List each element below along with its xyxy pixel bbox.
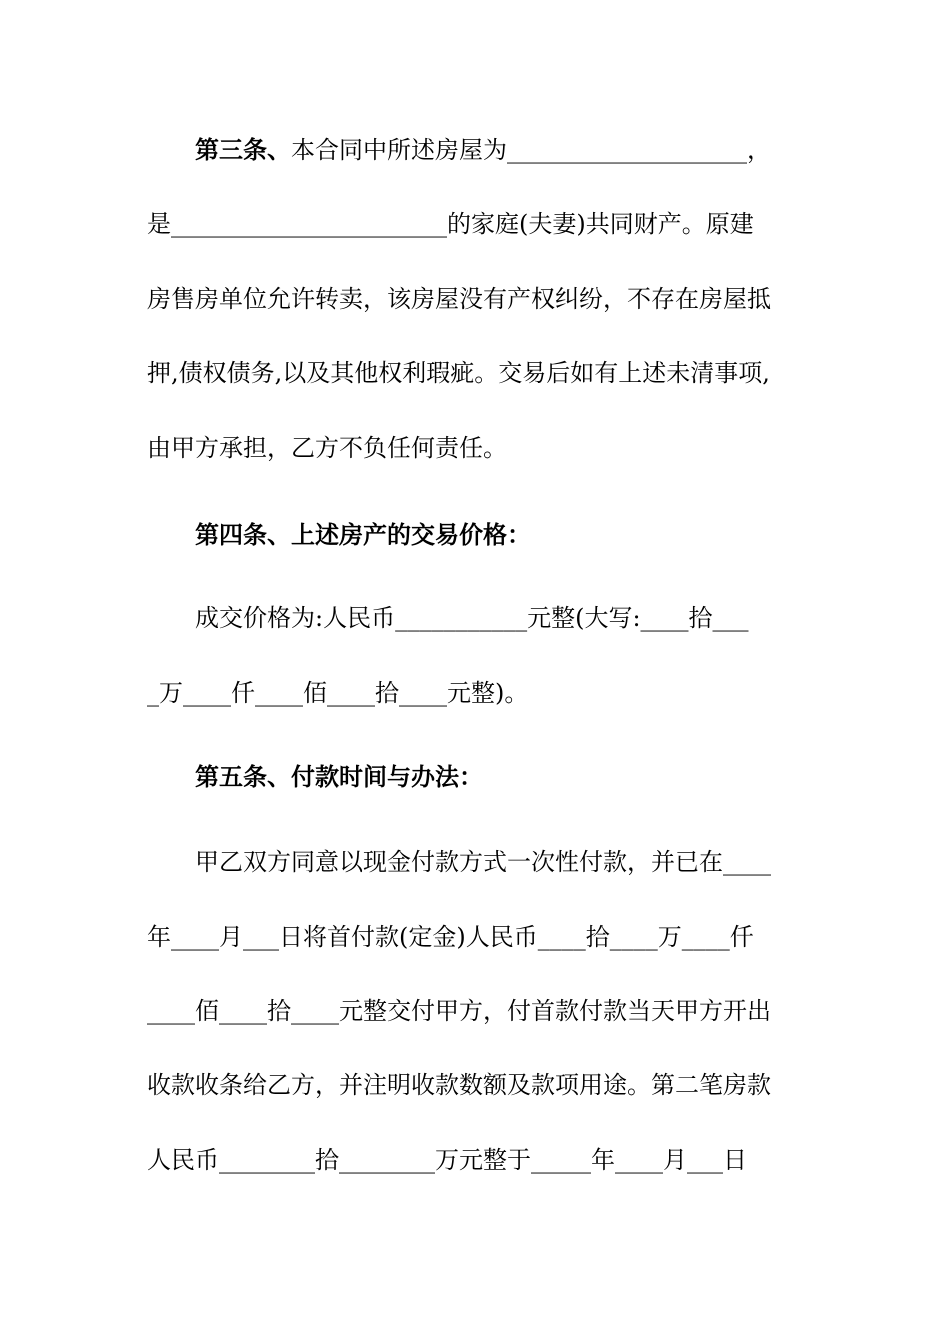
paragraph-line: 人民币________拾________万元整于_____年____月___日 <box>147 1146 747 1174</box>
article-3-heading: 第三条、 <box>195 135 291 164</box>
article-3-line <box>195 130 835 170</box>
paragraph-line: ____佰____拾____元整交付甲方，付首款付款当天甲方开出 <box>147 997 771 1025</box>
article-4-heading: 第四条、上述房产的交易价格： <box>195 520 531 549</box>
paragraph-line: 收款收条给乙方，并注明收款数额及款项用途。第二笔房款 <box>147 1071 771 1099</box>
paragraph-line: 是_______________________的家庭(夫妻)共同财产。原建 <box>147 210 754 238</box>
paragraph-line: 押,债权债务,以及其他权利瑕疵。交易后如有上述未清事项, <box>147 359 770 387</box>
paragraph-line: 甲乙双方同意以现金付款方式一次性付款，并已在____ <box>195 848 771 876</box>
paragraph-line: 房售房单位允许转卖，该房屋没有产权纠纷，不存在房屋抵 <box>147 285 771 313</box>
paragraph-line: 由甲方承担，乙方不负任何责任。 <box>147 434 507 462</box>
paragraph-line: 成交价格为:人民币___________元整(大写:____拾___ <box>195 604 749 632</box>
paragraph-line: 年____月___日将首付款(定金)人民币____拾____万____仟 <box>147 923 754 951</box>
article-5-heading: 第五条、付款时间与办法： <box>195 762 483 791</box>
paragraph-line: _万____仟____佰____拾____元整)。 <box>147 679 529 707</box>
article-3-text: 本合同中所述房屋为____________________， <box>291 136 771 164</box>
